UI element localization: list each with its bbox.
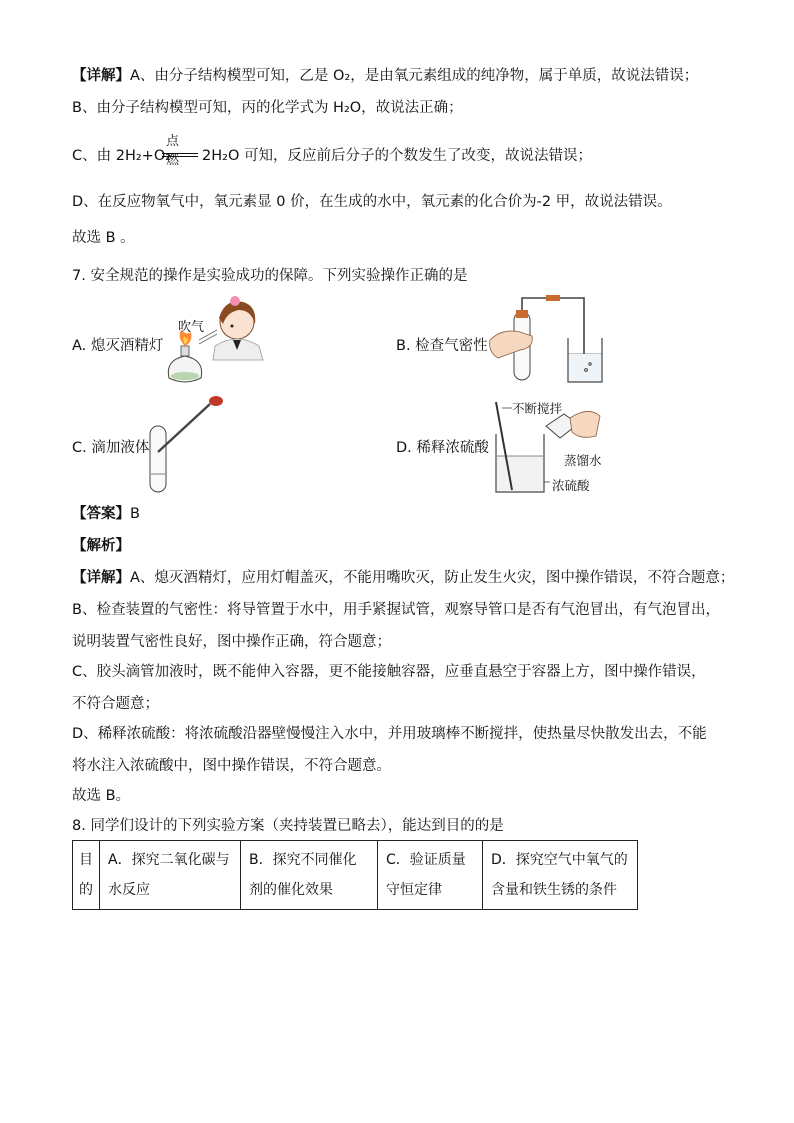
table-row [73, 841, 638, 910]
option-d-text-acid: 浓硫酸 [552, 478, 590, 493]
table-cell-d: D．探究空气中氧气的含量和铁生锈的条件 [483, 841, 638, 910]
detail-a-text: A、熄灭酒精灯，应用灯帽盖灭，不能用嘴吹灭，防止发生火灾，图中操作错误，不符合题意； [130, 570, 735, 586]
option-b-label: B. 检查气密性 [396, 338, 488, 354]
option-d-text-water: 蒸馏水 [564, 453, 602, 468]
detail-b-text: B、检查装置的气密性：将导管置于水中，用手紧握试管，观察导管口是否有气泡冒出，有气泡冒出，说明装置气密性良好，图中操作正确，符合题意； [72, 602, 720, 650]
explain-a-text: A、由分子结构模型可知，乙是 O₂，是由氧元素组成的纯净物，属于单质，故说法错误； [130, 68, 699, 84]
option-a-figure [155, 288, 270, 398]
answer-tag: 【答案】 [72, 506, 130, 522]
option-b-figure [488, 292, 608, 386]
explain-choice: 故选 B 。 [72, 230, 135, 246]
analysis-tag: 【解析】 [72, 538, 130, 554]
equation-equals-top [162, 153, 198, 154]
table-cell-c: C．验证质量守恒定律 [378, 841, 483, 910]
table-cell-b: B．探究不同催化剂的催化效果 [241, 841, 378, 910]
option-d-label: D. 稀释浓硫酸 [396, 440, 489, 456]
answer-value: B [130, 506, 140, 522]
reaction-condition: 点燃 [166, 134, 180, 168]
table-header-purpose: 目的 [73, 841, 100, 910]
option-a-label: A. 熄灭酒精灯 [72, 338, 164, 354]
answer-line [72, 504, 140, 524]
detail-tag-7: 【详解】 [72, 570, 130, 586]
equation-equals-bottom [162, 156, 198, 157]
experiment-table [72, 840, 638, 910]
detail-line-a [72, 568, 734, 588]
option-c-figure [140, 396, 240, 496]
question-7-stem: 7. 安全规范的操作是实验成功的保障。下列实验操作正确的是 [72, 268, 468, 284]
detail-tag: 【详解】 [72, 68, 130, 84]
question-8-stem: 8. 同学们设计的下列实验方案（夹持装置已略去），能达到目的的是 [72, 818, 504, 834]
explain-line-b: B、由分子结构模型可知，丙的化学式为 H₂O，故说法正确； [72, 100, 463, 116]
choice-7: 故选 B。 [72, 788, 131, 804]
table-cell-a: A．探究二氧化碳与水反应 [100, 841, 241, 910]
option-d-text-stir: 不断搅拌 [512, 401, 563, 416]
equation-reactants: C、由 2H₂+O₂ [72, 148, 172, 164]
equation-products-text: 2H₂O 可知，反应前后分子的个数发生了改变，故说法错误； [202, 148, 592, 164]
detail-d-text: D、稀释浓硫酸：将浓硫酸沿器壁慢慢注入水中，并用玻璃棒不断搅拌，使热量尽快散发出去，不能将水注入浓硫酸中，图中操作错误，不符合题意。 [72, 726, 707, 774]
detail-c-text: C、胶头滴管加液时，既不能伸入容器，更不能接触容器，应垂直悬空于容器上方，图中操作错误，不符合题意； [72, 664, 706, 712]
option-c-label: C. 滴加液体 [72, 440, 150, 456]
option-a-figure-text: 吹气 [178, 320, 205, 335]
explain-line-a [72, 66, 698, 86]
explain-line-d: D、在反应物氧气中，氧元素显 0 价，在生成的水中，氧元素的化合价为-2 甲，故说法错误。 [72, 194, 672, 210]
